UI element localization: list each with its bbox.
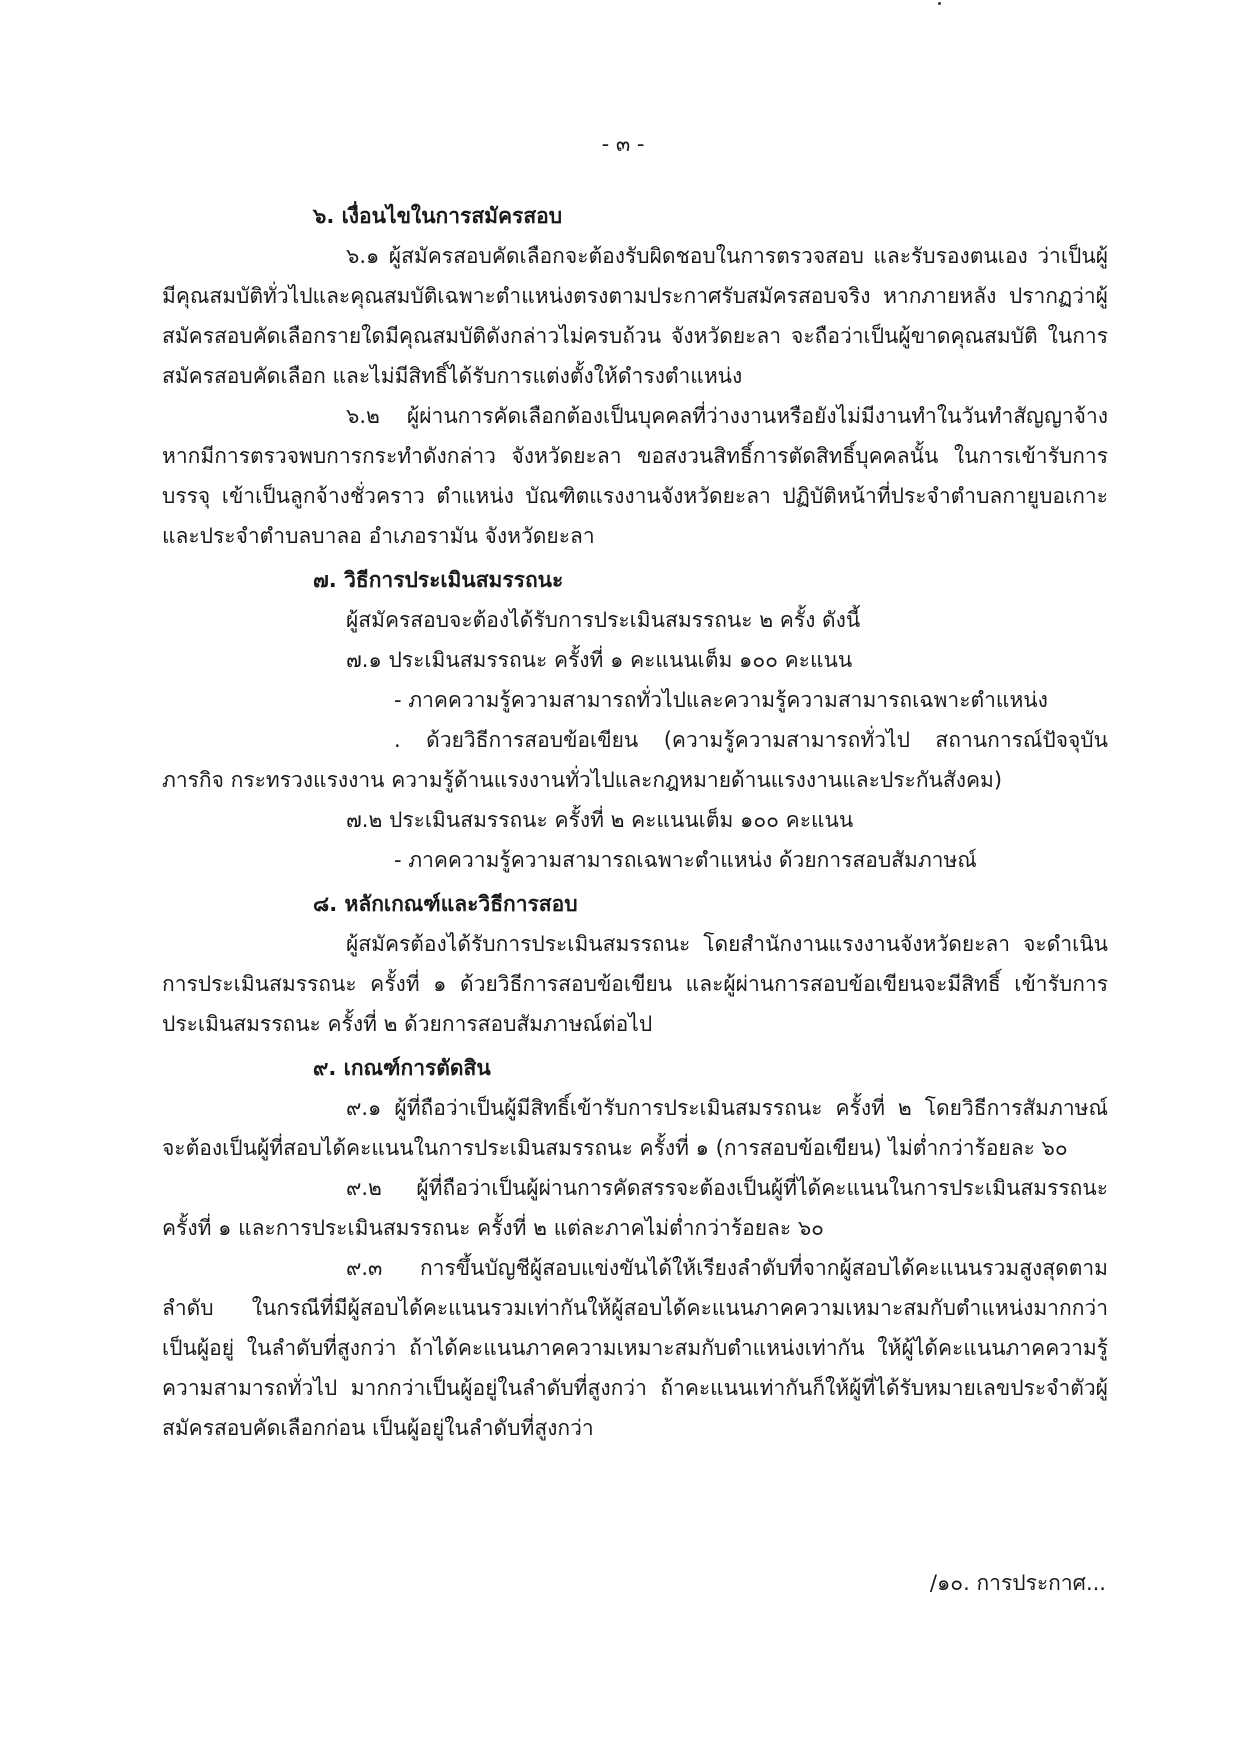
section-8-paragraph: ผู้สมัครต้องได้รับการประเมินสมรรถนะ โดยสำนักงานแรงงานจังหวัดยะลา จะดำเนินการประเมินสมรรถนะ ครั้งที่ ๑ ด้วยวิธีการสอบข้อเขียน และผู้ผ่านการสอบข้อเขียนจะมีสิทธิ์ เข้ารับการประเมินสมรรถนะ ครั้งที่ ๒ ด้วยการสอบสัมภาษณ์ต่อไป [162, 932, 1108, 1036]
section-9-2-paragraph: ๙.๒ ผู้ที่ถือว่าเป็นผู้ผ่านการคัดสรรจะต้องเป็นผู้ที่ได้คะแนนในการประเมินสมรรถนะ ครั้งที่ ๑ และการประเมินสมรรถนะ ครั้งที่ ๒ แต่ละภาคไม่ต่ำกว่าร้อยละ ๖๐ [162, 1176, 1108, 1240]
document-body [162, 196, 1108, 1448]
section-7-heading: ๗. วิธีการประเมินสมรรถนะ [313, 568, 564, 592]
section-7-1-method: . ด้วยวิธีการสอบข้อเขียน (ความรู้ความสามารถทั่วไป สถานการณ์ปัจจุบัน ภารกิจ กระทรวงแรงงาน ความรู้ด้านแรงงานทั่วไปและกฎหมายด้านแรงงานและประกันสังคม) [162, 728, 1108, 792]
section-7-intro: ผู้สมัครสอบจะต้องได้รับการประเมินสมรรถนะ ๒ ครั้ง ดังนี้ [346, 608, 861, 632]
section-7-1-round: ๗.๑ ประเมินสมรรถนะ ครั้งที่ ๑ คะแนนเต็ม ๑๐๐ คะแนน [346, 648, 853, 672]
section-6-2-paragraph: ๖.๒ ผู้ผ่านการคัดเลือกต้องเป็นบุคคลที่ว่างงานหรือยังไม่มีงานทำในวันทำสัญญาจ้าง หากมีการตรวจพบการกระทำดังกล่าว จังหวัดยะลา ขอสงวนสิทธิ์การตัดสิทธิ์บุคคลนั้น ในการเข้ารับการบรรจุ เข้าเป็นลูกจ้างชั่วคราว ตำแหน่ง บัณฑิตแรงงานจังหวัดยะลา ปฏิบัติหน้าที่ประจำตำบลกายูบอเกาะ และประจำตำบลบาลอ อำเภอรามัน จังหวัดยะลา [162, 404, 1108, 548]
section-9-3-paragraph: ๙.๓ การขึ้นบัญชีผู้สอบแข่งขันได้ให้เรียงลำดับที่จากผู้สอบได้คะแนนรวมสูงสุดตามลำดับ ในกรณีที่มีผู้สอบได้คะแนนรวมเท่ากันให้ผู้สอบได้คะแนนภาคความเหมาะสมกับตำแหน่งมากกว่าเป็นผู้อยู่ ในลำดับที่สูงกว่า ถ้าได้คะแนนภาคความเหมาะสมกับตำแหน่งเท่ากัน ให้ผู้ได้คะแนนภาคความรู้ความสามารถทั่วไป มากกว่าเป็นผู้อยู่ในลำดับที่สูงกว่า ถ้าคะแนนเท่ากันก็ให้ผู้ที่ได้รับหมายเลขประจำตัวผู้สมัครสอบคัดเลือกก่อน เป็นผู้อยู่ในลำดับที่สูงกว่า [162, 1256, 1108, 1440]
section-9-1-paragraph: ๙.๑ ผู้ที่ถือว่าเป็นผู้มีสิทธิ์เข้ารับการประเมินสมรรถนะ ครั้งที่ ๒ โดยวิธีการสัมภาษณ์ จะต้องเป็นผู้ที่สอบได้คะแนนในการประเมินสมรรถนะ ครั้งที่ ๑ (การสอบข้อเขียน) ไม่ต่ำกว่าร้อยละ ๖๐ [162, 1096, 1108, 1160]
continuation-note: /๑๐. การประกาศ... [929, 1571, 1106, 1595]
section-7-2-bullet: - ภาคความรู้ความสามารถเฉพาะตำแหน่ง ด้วยการสอบสัมภาษณ์ [394, 848, 977, 872]
section-6-heading: ๖. เงื่อนไขในการสมัครสอบ [313, 204, 563, 228]
section-8-heading: ๘. หลักเกณฑ์และวิธีการสอบ [313, 892, 578, 916]
section-6-1-paragraph: ๖.๑ ผู้สมัครสอบคัดเลือกจะต้องรับผิดชอบในการตรวจสอบ และรับรองตนเอง ว่าเป็นผู้มีคุณสมบัติทั่วไปและคุณสมบัติเฉพาะตำแหน่งตรงตามประกาศรับสมัครสอบจริง หากภายหลัง ปรากฏว่าผู้สมัครสอบคัดเลือกรายใดมีคุณสมบัติดังกล่าวไม่ครบถ้วน จังหวัดยะลา จะถือว่าเป็นผู้ขาดคุณสมบัติ ในการสมัครสอบคัดเลือก และไม่มีสิทธิ์ได้รับการแต่งตั้งให้ดำรงตำแหน่ง [162, 244, 1108, 388]
section-9-heading: ๙. เกณฑ์การตัดสิน [313, 1056, 491, 1080]
page-number: - ๓ - [601, 132, 645, 156]
section-7-1-bullet: - ภาคความรู้ความสามารถทั่วไปและความรู้ความสามารถเฉพาะตำแหน่ง [394, 688, 1048, 712]
scan-speck [938, 2, 941, 5]
section-7-2-round: ๗.๒ ประเมินสมรรถนะ ครั้งที่ ๒ คะแนนเต็ม ๑๐๐ คะแนน [346, 808, 854, 832]
